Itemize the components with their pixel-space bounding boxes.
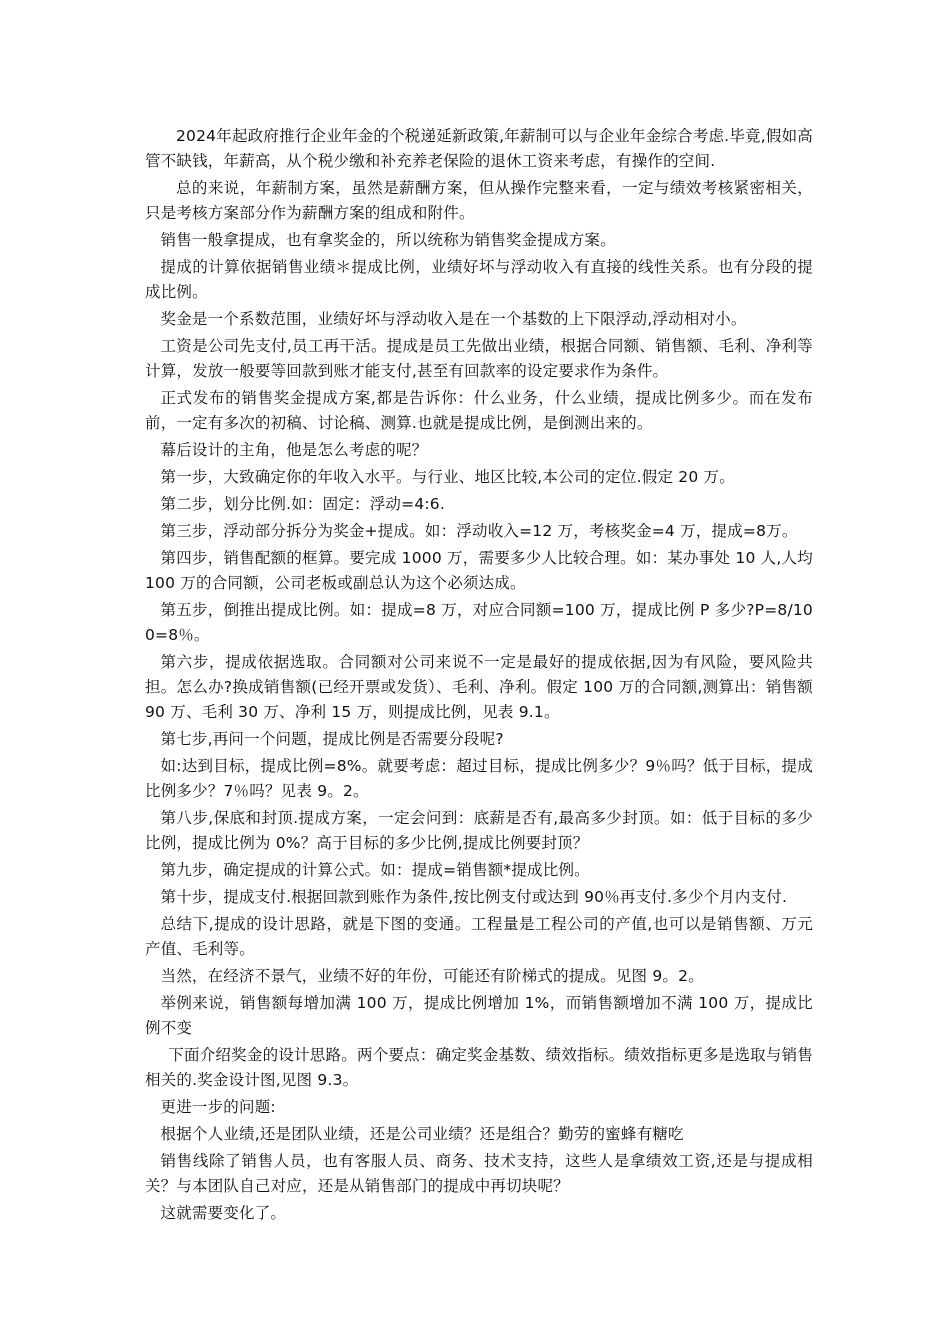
paragraph-2: 总的来说，年薪制方案，虽然是薪酬方案，但从操作完整来看，一定与绩效考核紧密相关，只是考核方案部分作为薪酬方案的组成和附件。 [145, 179, 813, 222]
paragraph-8: 幕后设计的主角，他是怎么考虑的呢？ [160, 441, 428, 459]
paragraph-14: 第六步，提成依据选取。合同额对公司来说不一定是最好的提成依据,因为有风险，要风险共担。怎么办?换成销售额(已经开票或发货）、毛利、净利。假定 100 万的合同额,测算出：销售额 90 万、毛利 30 万、净利 15 万，则提成比例，见表 9.1。 [145, 653, 813, 721]
paragraph-22: 举例来说，销售额每增加满 100 万，提成比例增加 1%，而销售额增加不满 100 万，提成比例不变 [145, 994, 813, 1037]
paragraph-21: 当然，在经济不景气，业绩不好的年份，可能还有阶梯式的提成。见图 9。2。 [160, 967, 704, 985]
paragraph-17: 第八步,保底和封顶.提成方案，一定会问到：底薪是否有,最高多少封顶。如：低于目标的多少比例，提成比例为 0%？高于目标的多少比例,提成比例要封顶？ [145, 809, 813, 852]
paragraph-11: 第三步，浮动部分拆分为奖金+提成。如：浮动收入=12 万，考核奖金=4 万，提成=8万。 [160, 522, 798, 540]
paragraph-26: 销售线除了销售人员，也有客服人员、商务、技术支持，这些人是拿绩效工资,还是与提成相关？与本团队自己对应，还是从销售部门的提成中再切块呢？ [145, 1152, 813, 1195]
paragraph-1: 2024年起政府推行企业年金的个税递延新政策,年薪制可以与企业年金综合考虑.毕竟,假如高管不缺钱，年薪高，从个税少缴和补充养老保险的退休工资来考虑，有操作的空间. [145, 127, 813, 170]
paragraph-12: 第四步，销售配额的框算。要完成 1000 万，需要多少人比较合理。如：某办事处 10 人,人均 100 万的合同额，公司老板或副总认为这个必须达成。 [145, 549, 813, 592]
paragraph-9: 第一步，大致确定你的年收入水平。与行业、地区比较,本公司的定位.假定 20 万。 [160, 468, 735, 486]
paragraph-27: 这就需要变化了。 [160, 1204, 287, 1222]
paragraph-25: 根据个人业绩,还是团队业绩，还是公司业绩？还是组合？勤劳的蜜蜂有糖吃 [160, 1125, 684, 1143]
paragraph-24: 更进一步的问题: [160, 1098, 276, 1116]
paragraph-18: 第九步，确定提成的计算公式。如：提成=销售额*提成比例。 [160, 861, 590, 879]
document-body [145, 124, 813, 1228]
paragraph-3: 销售一般拿提成，也有拿奖金的，所以统称为销售奖金提成方案。 [160, 231, 616, 249]
paragraph-19: 第十步，提成支付.根据回款到账作为条件,按比例支付或达到 90％再支付.多少个月内支付. [160, 888, 788, 906]
paragraph-5: 奖金是一个系数范围，业绩好坏与浮动收入是在一个基数的上下限浮动,浮动相对小。 [160, 310, 747, 328]
paragraph-13: 第五步，倒推出提成比例。如：提成=8 万，对应合同额=100 万，提成比例 P 多少?P=8/100=8％。 [145, 601, 813, 644]
paragraph-16: 如:达到目标，提成比例=8%。就要考虑：超过目标，提成比例多少？9％吗？低于目标，提成比例多少？7％吗？见表 9。2。 [145, 757, 813, 800]
paragraph-15: 第七步,再问一个问题，提成比例是否需要分段呢? [160, 730, 504, 748]
paragraph-7: 正式发布的销售奖金提成方案,都是告诉你：什么业务，什么业绩，提成比例多少。而在发布前，一定有多次的初稿、讨论稿、测算.也就是提成比例，是倒测出来的。 [145, 389, 813, 432]
paragraph-20: 总结下,提成的设计思路，就是下图的变通。工程量是工程公司的产值,也可以是销售额、万元产值、毛利等。 [145, 915, 813, 958]
paragraph-6: 工资是公司先支付,员工再干活。提成是员工先做出业绩，根据合同额、销售额、毛利、净利等计算，发放一般要等回款到账才能支付,甚至有回款率的设定要求作为条件。 [145, 337, 813, 380]
paragraph-4: 提成的计算依据销售业绩＊提成比例，业绩好坏与浮动收入有直接的线性关系。也有分段的提成比例。 [145, 258, 813, 301]
paragraph-10: 第二步，划分比例.如：固定：浮动=4:6. [160, 495, 445, 513]
paragraph-23: 下面介绍奖金的设计思路。两个要点：确定奖金基数、绩效指标。绩效指标更多是选取与销售相关的.奖金设计图,见图 9.3。 [145, 1046, 813, 1089]
